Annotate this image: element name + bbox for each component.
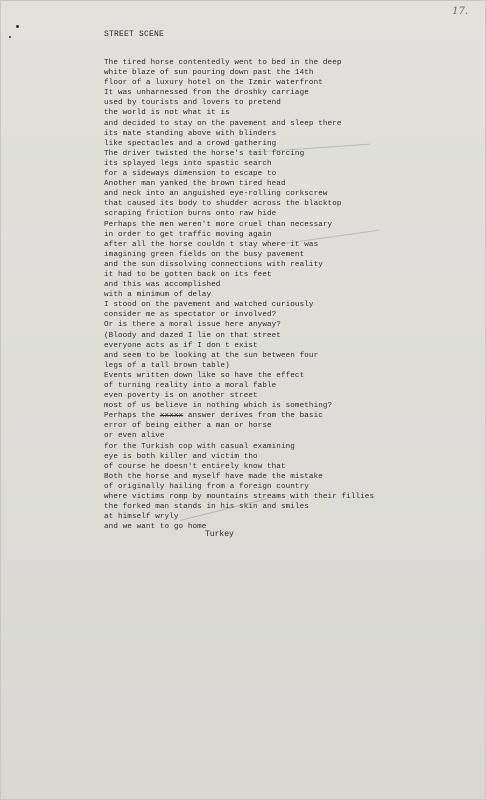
- poem-line: I stood on the pavement and watched curiously: [104, 301, 314, 310]
- poem-line: for a sideways dimension to escape to: [104, 170, 277, 179]
- poem-line: of originally hailing from a foreign country: [104, 482, 309, 491]
- poem-line: Or is there a moral issue here anyway?: [104, 321, 281, 330]
- poem-line: where victims romp by mountains streams with their fillies: [104, 493, 375, 502]
- poem-line: the world is not what it is: [104, 109, 230, 118]
- poem-line: used by tourists and lovers to pretend: [104, 99, 281, 108]
- poem-line: Perhaps the men weren't more cruel than necessary: [104, 220, 333, 229]
- poem-line: legs of a tall brown table): [104, 361, 230, 370]
- poem-line: like spectacles and a crowd gathering: [104, 139, 277, 148]
- poem-title: STREET SCENE: [104, 30, 165, 39]
- poem-line: and the sun dissolving connections with reality: [104, 260, 323, 269]
- poem-line: and this was accomplished: [104, 281, 221, 290]
- poem-line: consider me as spectator or involved?: [104, 311, 277, 320]
- poem-line: The driver twisted the horse's tail forcing: [104, 149, 305, 158]
- poem-line: of course he doesn't entirely know that: [104, 462, 286, 471]
- poem-line: at himself wryly: [104, 513, 179, 522]
- poem-line: and we want to go home: [104, 523, 207, 532]
- poem-line: and decided to stay on the pavement and sleep there: [104, 119, 342, 128]
- poem-line: for the Turkish cop with casual examining: [104, 442, 295, 451]
- poem-line: that caused its body to shudder across the blacktop: [104, 200, 342, 209]
- poem-line: of turning reality into a moral fable: [104, 382, 277, 390]
- poem-line: Perhaps the xxxxx answer derives from the basic: [104, 412, 323, 421]
- poem-line: the forked man stands in his skin and smiles: [104, 503, 309, 512]
- poem-line: The tired horse contentedly went to bed in the deep: [104, 59, 342, 67]
- poem-line: error of being either a man or horse: [104, 422, 272, 431]
- poem-line: eye is both killer and victim tho: [104, 452, 258, 461]
- poem-line: its splayed legs into spastic search: [104, 159, 272, 168]
- poem-line: Events written down like so have the effect: [104, 371, 305, 380]
- poem-line: in order to get traffic moving again: [104, 230, 272, 239]
- poem-line: even poverty is on another street: [104, 392, 258, 401]
- poem-line: with a minimum of delay: [104, 291, 212, 300]
- poem-line: scraping friction burns onto raw hide: [104, 210, 277, 219]
- poem-line: after all the horse couldn t stay where it was: [104, 240, 319, 249]
- poem-line: and neck into an anguished eye-rolling corkscrew: [104, 190, 328, 199]
- punch-hole-mark: [16, 25, 19, 28]
- poem-line: everyone acts as if I don t exist: [104, 341, 258, 350]
- poem-line: Both the horse and myself have made the mistake: [104, 472, 323, 481]
- poem-line: imagining green fields on the busy pavement: [104, 250, 305, 259]
- punch-hole-mark: [9, 36, 11, 38]
- poem-line: most of us believe in nothing which is something?: [104, 402, 333, 411]
- poem-line: white blaze of sun pouring down past the 14th: [104, 69, 314, 78]
- page-number: 17.: [452, 6, 468, 17]
- poem-line: (Bloody and dazed I lie on that street: [104, 331, 281, 340]
- poem-location-signoff: Turkey: [205, 530, 234, 539]
- poem-body: [104, 58, 474, 532]
- poem-line: Another man yanked the brown tired head: [104, 180, 286, 189]
- poem-line: or even alive: [104, 432, 165, 441]
- struck-out-word: xxxxx: [159, 412, 184, 421]
- poem-line: and seem to be looking at the sun between four: [104, 351, 319, 360]
- poem-line: It was unharnessed from the droshky carriage: [104, 89, 309, 98]
- poem-line: its mate standing above with blinders: [104, 129, 277, 138]
- poem-line: floor of a luxury hotel on the Izmir waterfront: [104, 79, 323, 88]
- poem-line: it had to be gotten back on its feet: [104, 270, 272, 279]
